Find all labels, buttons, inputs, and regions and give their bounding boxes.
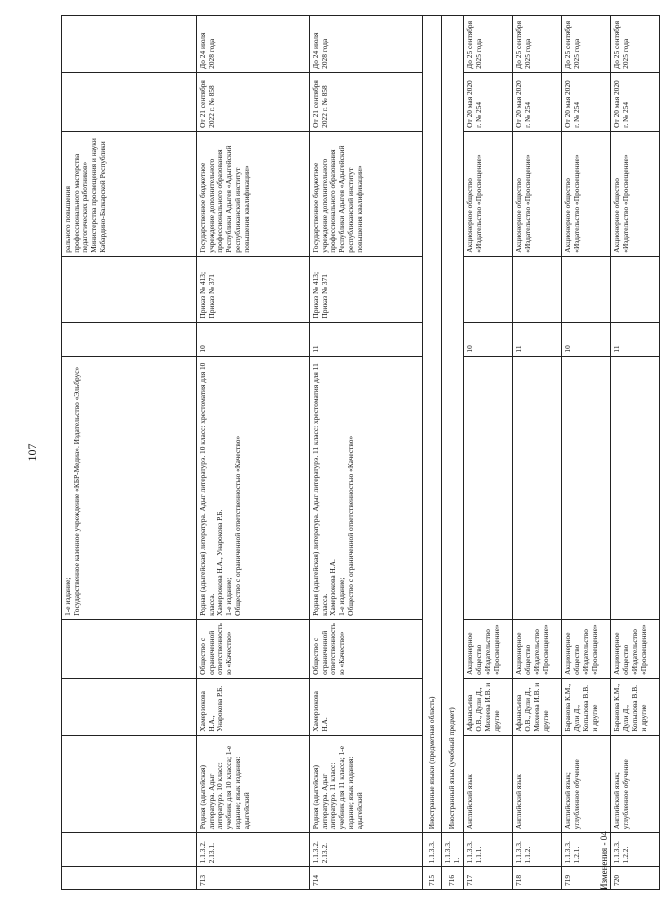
book-title: Родная (адыгейская) литература. Адыг литературэ. 11 класс: учебник для 11 класса; 1-е издание; язык издания: адыгейский	[310, 735, 423, 833]
approval-date: От 20 мая 2020 г. № 254	[562, 72, 611, 131]
table-row	[611, 16, 660, 890]
valid-until: До 25 сентября 2025 года	[562, 16, 611, 73]
row-number: 719	[562, 867, 611, 890]
row-number: 718	[513, 867, 562, 890]
book-title: Английский язык	[464, 735, 513, 833]
approval-date: От 20 мая 2020 г. № 254	[513, 72, 562, 131]
book-authors: Афанасьева О.В., Дули Д., Михеева И.В. и другие	[464, 678, 513, 735]
row-number: 716	[442, 867, 464, 890]
section-row	[423, 16, 442, 890]
continuation-row	[62, 16, 197, 890]
table-row	[513, 16, 562, 890]
table-row	[464, 16, 513, 890]
book-publisher: Акционерное общество «Издательство «Просвещение»	[464, 619, 513, 678]
section-label: Иностранный язык (учебный предмет)	[442, 16, 464, 833]
expert-org: Акционерное общество «Издательство «Просвещение»	[513, 131, 562, 256]
page-number: 107	[25, 443, 39, 462]
row-code: 1.1.3.3. 1.	[442, 833, 464, 867]
expert-org: Акционерное общество «Издательство «Просвещение»	[464, 131, 513, 256]
order-ref: Приказ № 413; Приказ № 371	[197, 256, 310, 322]
row-code: 1.1.3.3.	[423, 833, 442, 867]
book-publisher: Акционерное общество «Издательство «Просвещение»	[513, 619, 562, 678]
row-code: 1.1.3.2. 2.13.1.	[197, 833, 310, 867]
book-publisher: Акционерное общество «Издательство «Просвещение»	[611, 619, 660, 678]
book-publisher: Общество с ограниченной ответственностью «Качество»	[197, 619, 310, 678]
continuation-note: 1-е издание; Государственное казенное учреждение «КБР-Медиа». Издательство «Эльбрус»	[62, 356, 197, 619]
row-number: 717	[464, 867, 513, 890]
book-grade: 11	[513, 322, 562, 356]
book-authors: Хамерзокова Н.А., Унарокова Р.Б.	[197, 678, 310, 735]
approval-date: От 20 мая 2020 г. № 254	[611, 72, 660, 131]
book-title: Родная (адыгейская) литература. Адыг литературэ. 10 класс: учебник для 10 класса; 1-е издание; язык издания: адыгейский	[197, 735, 310, 833]
textbook-registry-table	[61, 15, 660, 890]
book-authors: Баранова К.М., Дули Д., Копылова В.В. и другие	[611, 678, 660, 735]
row-code: 1.1.3.2. 2.13.2.	[310, 833, 423, 867]
book-publisher: Общество с ограниченной ответственностью «Качество»	[310, 619, 423, 678]
row-number: 714	[310, 867, 423, 890]
table-row	[310, 16, 423, 890]
continuation-org: рального повышения профессионального мастерства педагогических работников» Министерства просвещения и науки Кабардино-Балкарской Республики	[62, 131, 197, 256]
row-number: 713	[197, 867, 310, 890]
book-grade: 10	[562, 322, 611, 356]
row-code: 1.1.3.3. 1.1.2.	[513, 833, 562, 867]
expert-org: Государственное бюджетное учреждение дополнительного профессионального образования Республики Адыгея «Адыгейский республиканский институт повышения квалификации»	[197, 131, 310, 256]
row-code: 1.1.3.3. 1.1.1.	[464, 833, 513, 867]
approval-date: От 21 сентября 2022 г. № 858	[310, 72, 423, 131]
row-code: 1.1.3.3. 1.2.1.	[562, 833, 611, 867]
approval-date: От 20 мая 2020 г. № 254	[464, 72, 513, 131]
valid-until: До 24 июля 2028 года	[310, 16, 423, 73]
footer-note: Изменения - 04	[599, 831, 609, 890]
book-note: Родная (адыгейская) литература. Адыг литературэ. 11 класс: хрестоматия для 11 класса. Хамерзокова Н.А. 1-е издание; Общество с ограниченной ответственностью «Качество»	[310, 356, 423, 619]
order-ref: Приказ № 413; Приказ № 371	[310, 256, 423, 322]
book-grade: 10	[197, 322, 310, 356]
valid-until: До 25 сентября 2025 года	[611, 16, 660, 73]
book-authors: Хамерзокова Н.А.	[310, 678, 423, 735]
section-row	[442, 16, 464, 890]
valid-until: До 25 сентября 2025 года	[513, 16, 562, 73]
section-label: Иностранные языки (предметная область)	[423, 16, 442, 833]
expert-org: Государственное бюджетное учреждение дополнительного профессионального образования Республики Адыгея «Адыгейский республиканский институт повышения квалификации»	[310, 131, 423, 256]
book-title: Английский язык; углубленное обучение	[611, 735, 660, 833]
book-grade: 11	[310, 322, 423, 356]
book-note: Родная (адыгейская) литература. Адыг литературэ. 10 класс: хрестоматия для 10 класса. Хамерзокова Н.А., Унарокова Р.Б. 1-е издание; Общество с ограниченной ответственностью «Качество»	[197, 356, 310, 619]
valid-until: До 25 сентября 2025 года	[464, 16, 513, 73]
book-grade: 11	[611, 322, 660, 356]
row-number: 720	[611, 867, 660, 890]
expert-org: Акционерное общество «Издательство «Просвещение»	[611, 131, 660, 256]
rotated-document-page	[25, 15, 648, 890]
row-number: 715	[423, 867, 442, 890]
valid-until: До 24 июля 2028 года	[197, 16, 310, 73]
book-authors: Баранова К.М., Дули Д., Копылова В.В. и другие	[562, 678, 611, 735]
book-authors: Афанасьева О.В., Дули Д., Михеева И.В. и другие	[513, 678, 562, 735]
book-publisher: Акционерное общество «Издательство «Просвещение»	[562, 619, 611, 678]
expert-org: Акционерное общество «Издательство «Просвещение»	[562, 131, 611, 256]
approval-date: От 21 сентября 2022 г. № 858	[197, 72, 310, 131]
book-grade: 10	[464, 322, 513, 356]
book-title: Английский язык	[513, 735, 562, 833]
row-code: 1.1.3.3. 1.2.2.	[611, 833, 660, 867]
book-title: Английский язык; углубленное обучение	[562, 735, 611, 833]
table-row	[197, 16, 310, 890]
table-row	[562, 16, 611, 890]
